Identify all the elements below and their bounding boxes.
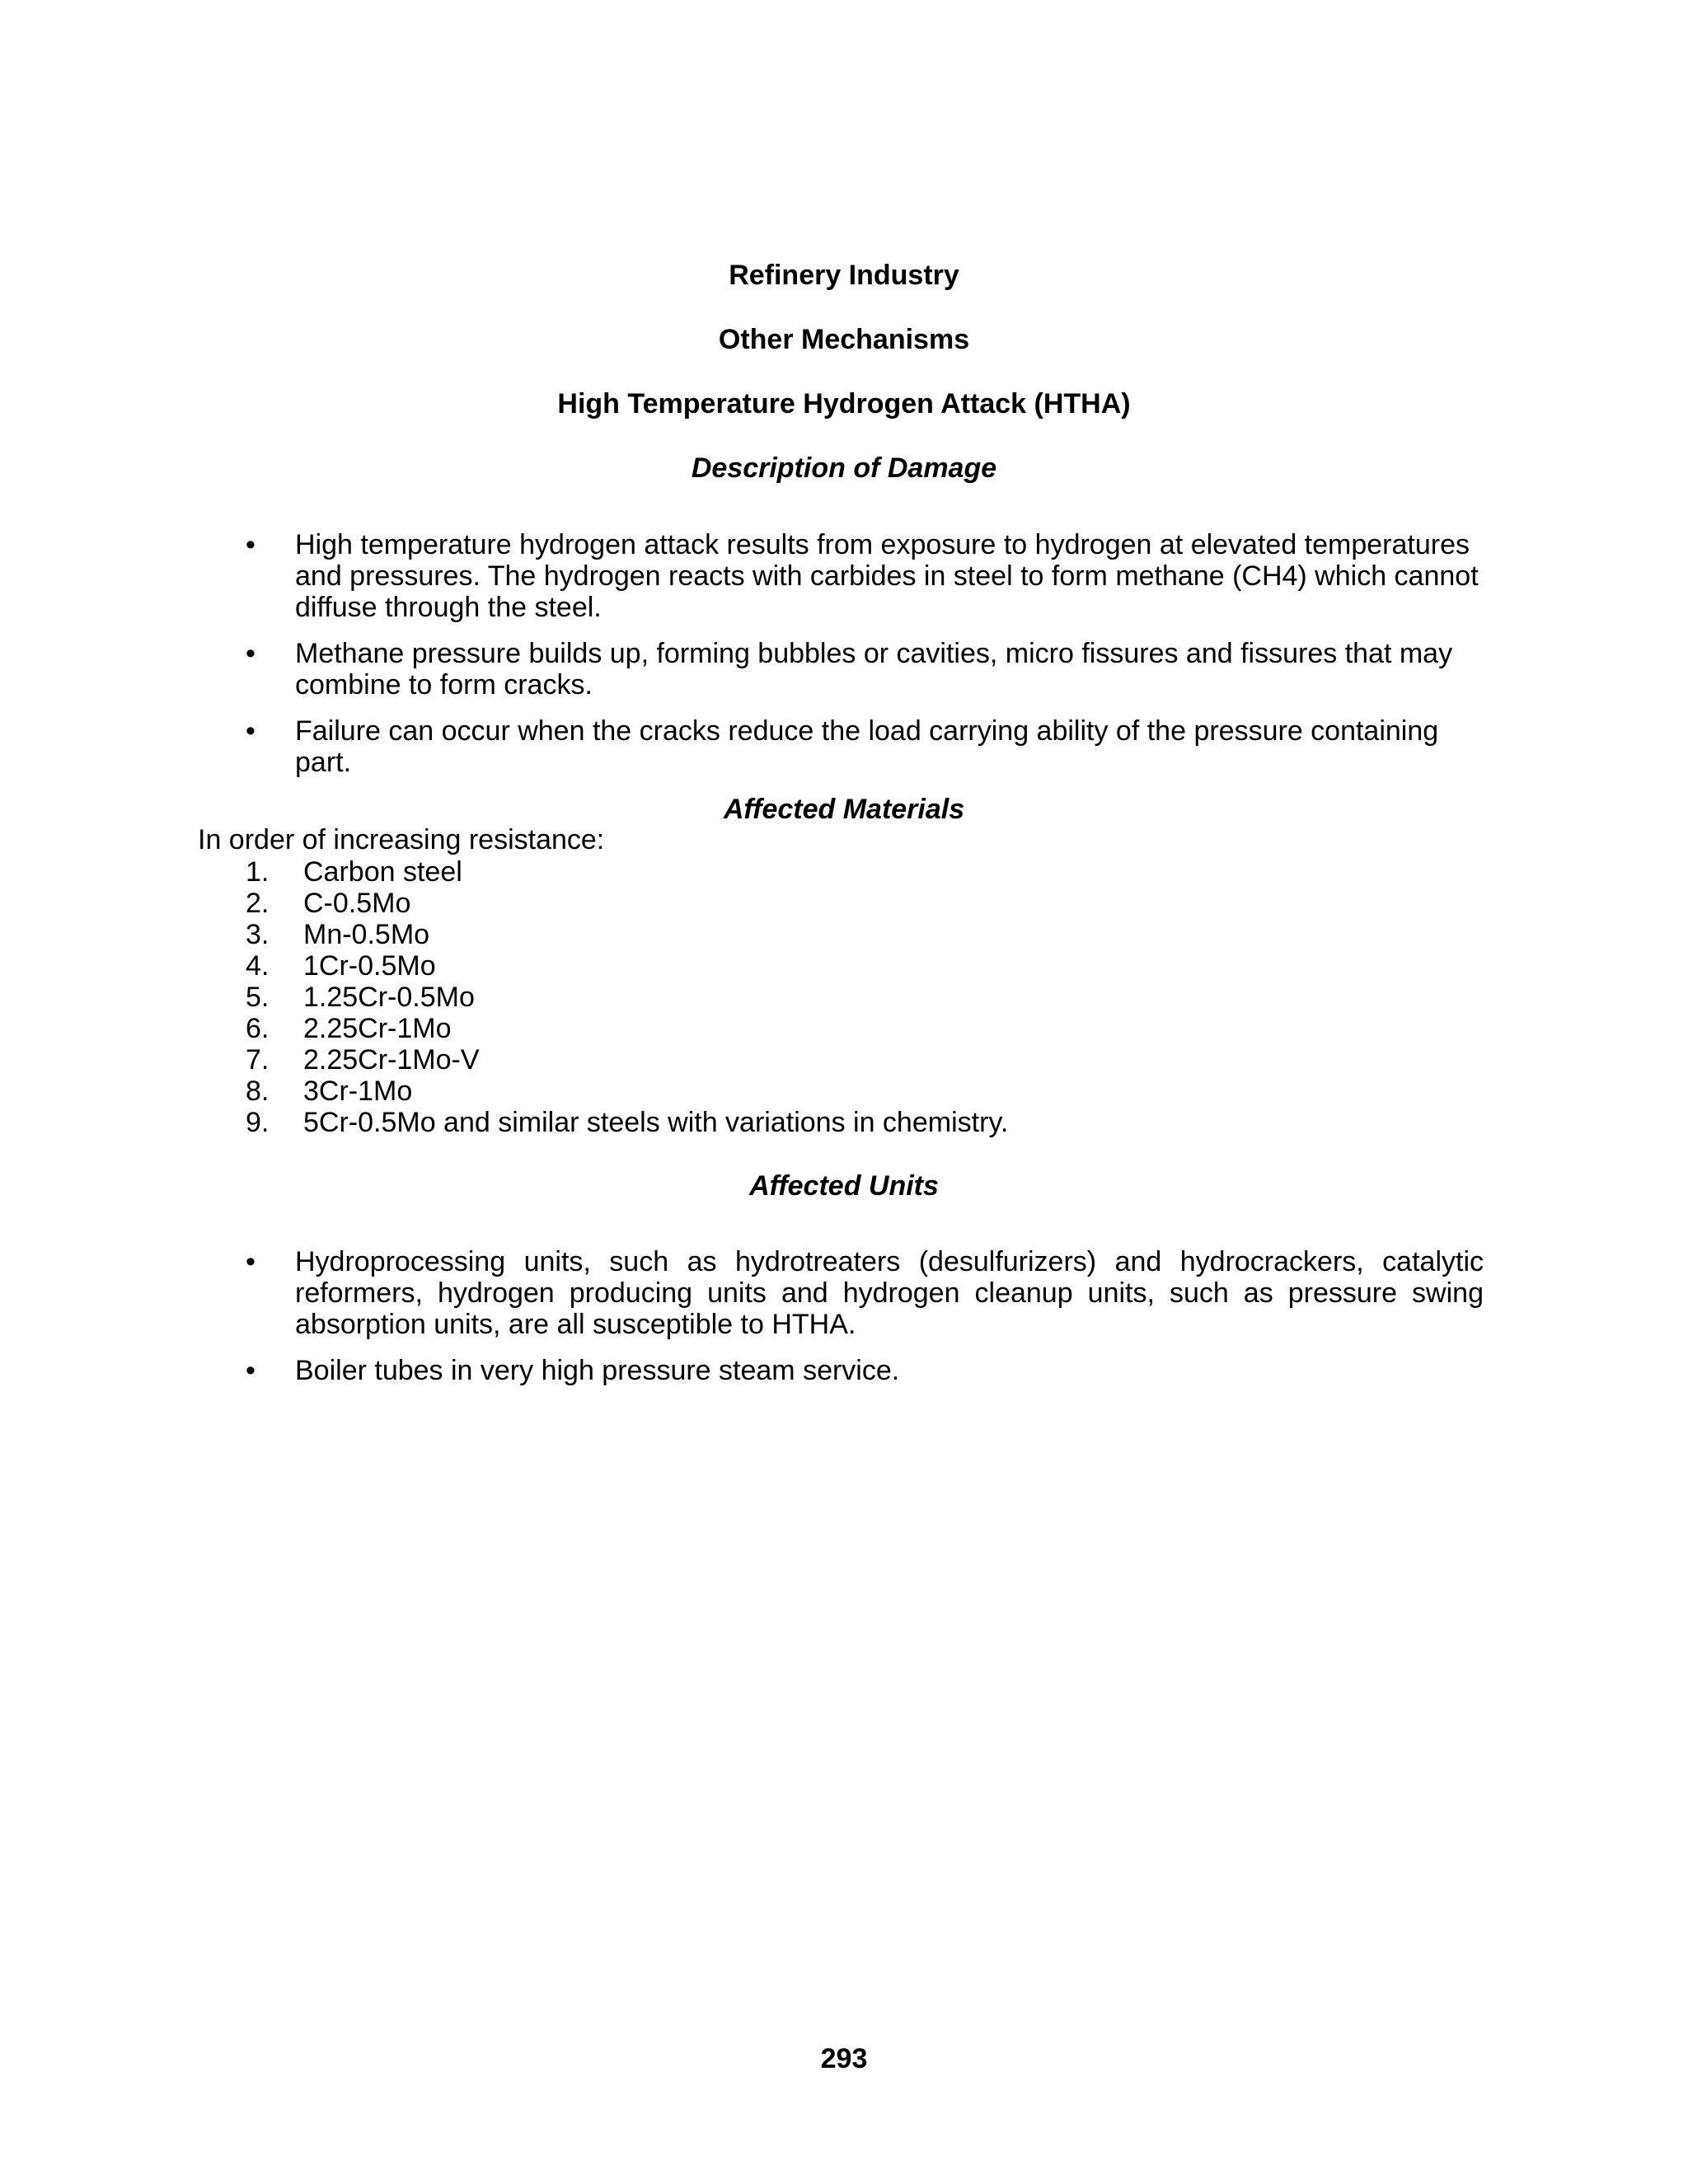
list-number: 9. [246, 1107, 270, 1138]
materials-intro: In order of increasing resistance: [198, 824, 605, 855]
list-number: 7. [246, 1044, 270, 1076]
category-heading: Other Mechanisms [718, 324, 970, 355]
list-number: 3. [246, 919, 270, 950]
page-number: 293 [820, 2043, 868, 2074]
list-item [246, 950, 1008, 982]
bullet-text: Hydroprocessing units, such as hydrotreaters (desulfurizers) and hydrocrackers, catalytic reformers, hydrogen producing units and hydrogen cleanup units, such as pressure swing absorption units, are all susceptible to HTHA. [295, 1246, 1484, 1340]
bullet-text: High temperature hydrogen attack results from exposure to hydrogen at elevated temperatures and pressures. The hydrogen reacts with carbides in steel to form methane (CH4) which cannot diffuse through the steel. [295, 529, 1479, 623]
list-number: 6. [246, 1013, 270, 1044]
industry-heading: Refinery Industry [729, 260, 959, 291]
bullet-icon: • [246, 1355, 256, 1386]
bullet-text: Methane pressure builds up, forming bubbles or cavities, micro fissures and fissures that may combine to form cracks. [295, 638, 1453, 701]
list-item [239, 715, 1484, 778]
material-text: Carbon steel [303, 856, 462, 888]
bullet-text: Failure can occur when the cracks reduce the load carrying ability of the pressure containing part. [295, 715, 1439, 778]
description-heading: Description of Damage [691, 452, 997, 484]
material-text: 2.25Cr-1Mo [303, 1013, 452, 1044]
list-item [246, 1076, 1008, 1107]
list-item [246, 919, 1008, 950]
units-heading: Affected Units [749, 1170, 939, 1202]
materials-heading: Affected Materials [723, 794, 965, 825]
mechanism-heading: High Temperature Hydrogen Attack (HTHA) [557, 388, 1131, 419]
bullet-icon: • [246, 1246, 256, 1277]
material-text: 1Cr-0.5Mo [303, 950, 436, 982]
list-number: 2. [246, 888, 270, 919]
bullet-icon: • [246, 715, 256, 747]
units-bullet-list [239, 1246, 1484, 1386]
list-item [246, 856, 1008, 888]
material-text: 5Cr-0.5Mo and similar steels with variations in chemistry. [303, 1107, 1009, 1138]
list-number: 5. [246, 982, 270, 1013]
list-item [239, 1355, 1484, 1386]
list-item [246, 888, 1008, 919]
material-text: 1.25Cr-0.5Mo [303, 982, 475, 1013]
list-number: 8. [246, 1076, 270, 1107]
list-item [239, 638, 1484, 701]
bullet-text: Boiler tubes in very high pressure steam service. [295, 1355, 900, 1386]
list-number: 1. [246, 856, 270, 888]
list-item [239, 529, 1484, 623]
bullet-icon: • [246, 529, 256, 560]
material-text: Mn-0.5Mo [303, 919, 430, 950]
list-item [246, 1044, 1008, 1076]
list-item [246, 1013, 1008, 1044]
list-item [239, 1246, 1484, 1340]
list-item [246, 982, 1008, 1013]
list-item [246, 1107, 1008, 1138]
list-number: 4. [246, 950, 270, 982]
material-text: 2.25Cr-1Mo-V [303, 1044, 480, 1076]
material-text: C-0.5Mo [303, 888, 411, 919]
material-text: 3Cr-1Mo [303, 1076, 413, 1107]
bullet-icon: • [246, 638, 256, 669]
materials-numbered-list [246, 856, 1008, 1138]
description-bullet-list [239, 529, 1484, 778]
